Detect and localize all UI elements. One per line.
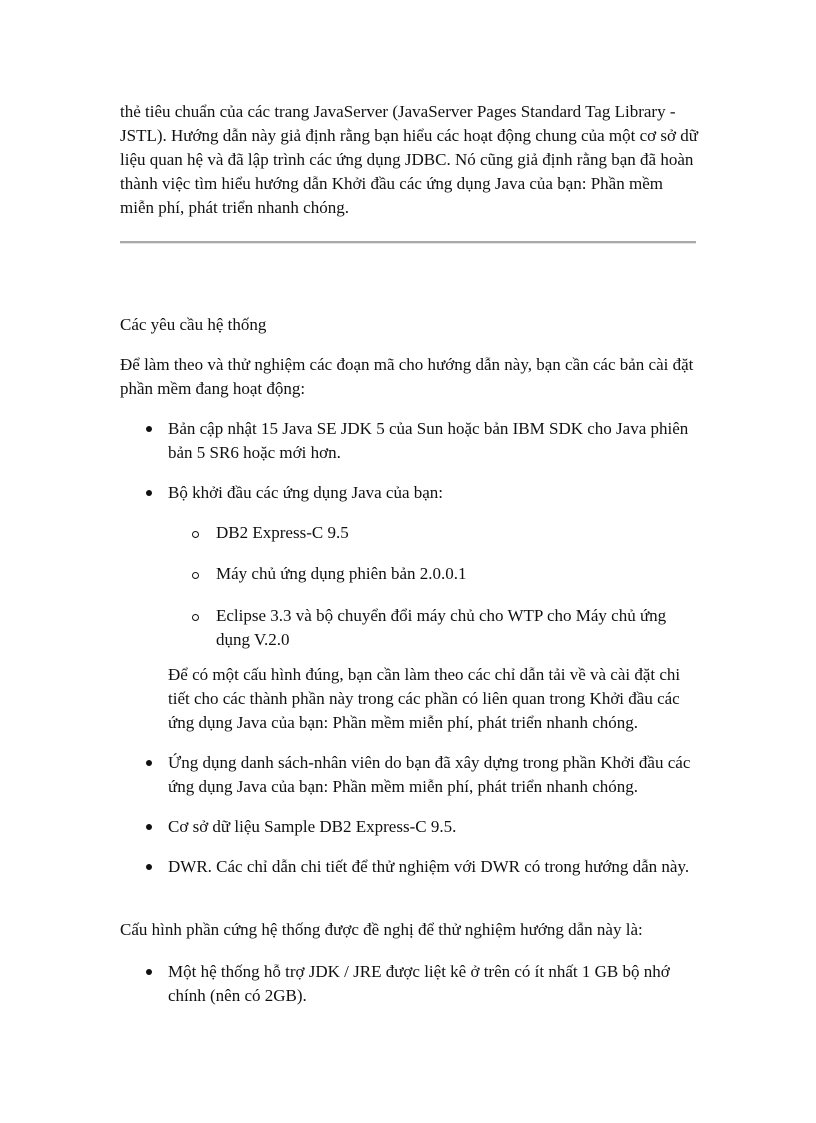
requirements-intro: Để làm theo và thử nghiệm các đoạn mã cho hướng dẫn này, bạn cần các bản cài đặt phần mềm đang hoạt động: [120,355,694,398]
sub-list-item: DB2 Express-C 9.5 [216,521,696,545]
list-item: Bản cập nhật 15 Java SE JDK 5 của Sun hoặc bản IBM SDK cho Java phiên bản 5 SR6 hoặc mới hơn. [168,417,708,465]
list-item: Ứng dụng danh sách-nhân viên do bạn đã xây dựng trong phần Khởi đầu các ứng dụng Java của bạn: Phần mềm miễn phí, phát triển nhanh chóng. [168,751,708,799]
config-note: Để có một cấu hình đúng, bạn cần làm theo các chỉ dẫn tải về và cài đặt chi tiết cho các thành phần này trong các phần có liên quan trong Khởi đầu các ứng dụng Java của bạn: Phần mềm miễn phí, phát triển nhanh chóng. [168,665,681,732]
intro-paragraph: thẻ tiêu chuẩn của các trang JavaServer (JavaServer Pages Standard Tag Library - JSTL). Hướng dẫn này giả định rằng bạn hiểu các hoạt động chung của một cơ sở dữ liệu quan hệ và đã lập trình các ứng dụng JDBC. Nó cũng giả định rằng bạn đã hoàn thành việc tìm hiểu hướng dẫn Khởi đầu các ứng dụng Java của bạn: Phần mềm miễn phí, phát triển nhanh chóng. [120,102,698,217]
list-item: Cơ sở dữ liệu Sample DB2 Express-C 9.5. [168,815,708,839]
horizontal-divider [120,241,696,244]
list-item: Một hệ thống hỗ trợ JDK / JRE được liệt kê ở trên có ít nhất 1 GB bộ nhớ chính (nên có 2GB). [168,960,708,1008]
hardware-intro: Cấu hình phần cứng hệ thống được đề nghị để thử nghiệm hướng dẫn này là: [120,920,643,939]
section-heading: Các yêu cầu hệ thống [120,315,267,334]
sub-list-item: Máy chủ ứng dụng phiên bản 2.0.0.1 [216,562,696,586]
list-item: DWR. Các chỉ dẫn chi tiết để thử nghiệm với DWR có trong hướng dẫn này. [168,855,708,879]
sub-list-item: Eclipse 3.3 và bộ chuyển đổi máy chủ cho WTP cho Máy chủ ứng dụng V.2.0 [216,604,696,652]
list-item: Bộ khởi đầu các ứng dụng Java của bạn: [168,481,708,505]
